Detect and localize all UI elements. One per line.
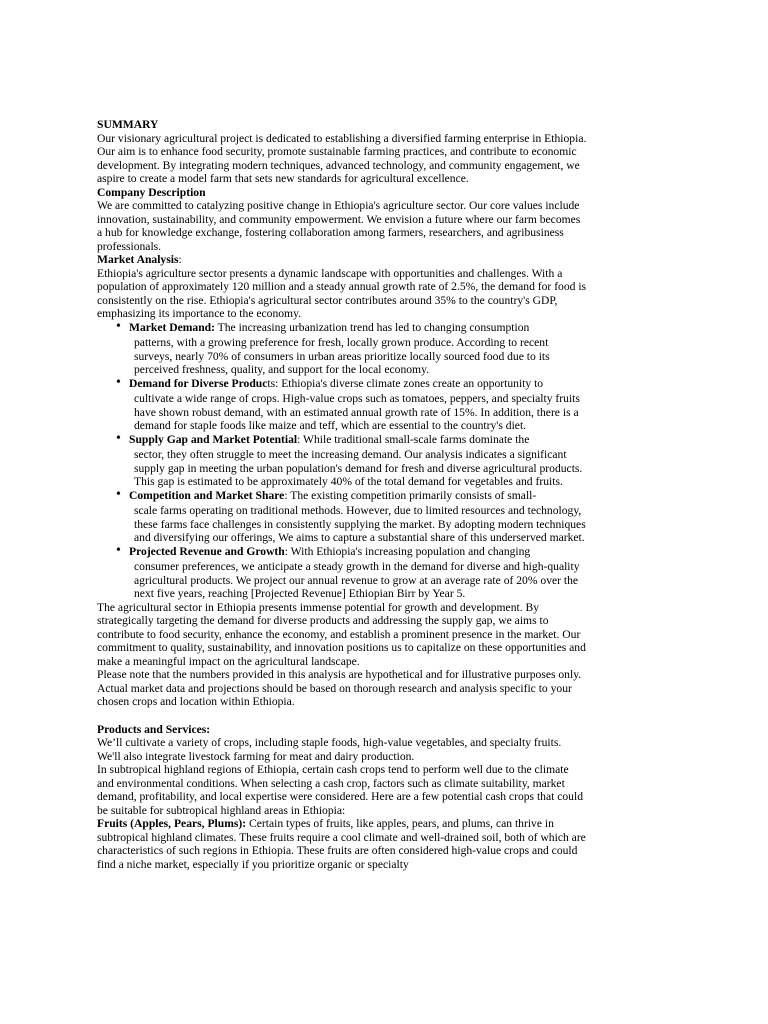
bullet-title: Market Demand: (129, 320, 215, 334)
bullet-first-line (129, 433, 587, 447)
bullet-title: Competition and Market Share (129, 488, 285, 502)
bullet-title: Supply Gap and Market Potential (129, 432, 298, 446)
bullet-body: patterns, with a growing preference for fresh, locally grown produce. According to recent surveys, nearly 70% of consumers in urban areas prioritize locally sourced food due to its perceived freshness, quality, and support for the local economy. (134, 336, 550, 376)
bullet-body: consumer preferences, we anticipate a steady growth in the demand for diverse and high-quality agricultural products. We project our annual revenue to grow at an average rate of 20% over the next five years, reaching [Projected Revenue] Ethiopian Birr by Year 5. (134, 560, 580, 600)
market-heading-line (97, 253, 587, 267)
bullet-lead: ts: Ethiopia's diverse climate zones create an opportunity to (267, 376, 544, 390)
bullet-body: scale farms operating on traditional methods. However, due to limited resources and technology, these farms face challenges in consistently supplying the market. By adopting modern techniques and diversifying our offerings, We aims to capture a substantial share of this underserved market. (134, 504, 586, 544)
list-item (97, 374, 587, 433)
bullet-lead: : The existing competition primarily consists of small- (284, 488, 537, 502)
bullet-icon: • (116, 374, 121, 390)
bullet-lead: : While traditional small-scale farms dominate the (297, 432, 530, 446)
fruits-text: Certain types of fruits, like apples, pears, and plums, can thrive in subtropical highland climates. These fruits require a cool climate and well-drained soil, both of which are characteristics of such regions in Ethiopia. These fruits are often considered high-value crops and could find a niche market, especially if you prioritize organic or specialty (97, 817, 586, 871)
company-text: We are committed to catalyzing positive change in Ethiopia's agriculture sector. Our core values include innovation, sustainability, and community empowerment. We envision a future where our farm becomes a hub for knowledge exchange, fostering collaboration among farmers, researchers, and agribusiness professionals. (97, 199, 581, 253)
document-body (97, 118, 587, 871)
summary-text: Our visionary agricultural project is dedicated to establishing a diversified farming enterprise in Ethiopia. Our aim is to enhance food security, promote sustainable farming practices, and contribute to economic development. By integrating modern techniques, advanced technology, and community engagement, we aspire to create a model farm that sets new standards for agricultural excellence. (97, 131, 587, 185)
bullet-lead: The increasing urbanization trend has led to changing consumption (214, 320, 530, 334)
market-heading: Market Analysis (97, 253, 179, 266)
market-conclusion: The agricultural sector in Ethiopia presents immense potential for growth and development. By strategically targeting the demand for diverse products and addressing the supply gap, we aims to contribute to food security, enhance the economy, and establish a prominent presence in the market. Our commitment to quality, sustainability, and innovation positions us to capitalize on these opportunities and make a meaningful impact on the agricultural landscape. (97, 600, 586, 668)
bullet-body: cultivate a wide range of crops. High-value crops such as tomatoes, peppers, and specialty fruits have shown robust demand, with an estimated annual growth rate of 15%. In addition, there is a demand for staple foods like maize and teff, which are essential to the country's diet. (134, 392, 580, 432)
market-intro: Ethiopia's agriculture sector presents a dynamic landscape with opportunities and challenges. With a population of approximately 120 million and a steady annual growth rate of 2.5%, the demand for food is consistently on the rise. Ethiopia's agricultural sector contributes around 35% to the country's GDP, emphasizing its importance to the economy. (97, 266, 587, 320)
bullet-first-line (129, 545, 587, 559)
bullet-icon: • (116, 486, 121, 502)
bullet-icon: • (116, 318, 121, 334)
bullet-lead: : With Ethiopia's increasing population and changing (284, 544, 531, 558)
bullet-icon: • (116, 430, 121, 446)
market-bullet-list (97, 318, 587, 601)
list-item (97, 430, 587, 489)
products-heading: Products and Services: (97, 722, 211, 736)
market-note: Please note that the numbers provided in this analysis are hypothetical and for illustrative purposes only. Actual market data and projections should be based on thorough research and analysis specific to your chosen crops and location within Ethiopia. (97, 668, 582, 708)
products-text-2: In subtropical highland regions of Ethiopia, certain cash crops tend to perform well due to the climate and environmental conditions. When selecting a cash crop, factors such as climate suitability, market demand, profitability, and local expertise were considered. Here are a few potential cash crops that could be suitable for subtropical highland areas in Ethiopia: (97, 763, 583, 817)
list-item (97, 486, 587, 545)
list-item (97, 542, 587, 601)
products-text-1: We’ll cultivate a variety of crops, including staple foods, high-value vegetables, and specialty fruits. We'll also integrate livestock farming for meat and dairy production. (97, 736, 562, 763)
bullet-icon: • (116, 542, 121, 558)
fruits-title: Fruits (Apples, Pears, Plums): (97, 817, 247, 830)
section-spacer (97, 709, 587, 723)
bullet-title: Demand for Diverse Produc (129, 376, 268, 390)
bullet-first-line (129, 377, 587, 391)
bullet-first-line (129, 489, 587, 503)
fruits-paragraph (97, 817, 587, 871)
summary-heading: SUMMARY (97, 118, 159, 131)
bullet-title: Projected Revenue and Growth (129, 544, 285, 558)
bullet-first-line (129, 321, 587, 335)
list-item (97, 318, 587, 377)
bullet-body: sector, they often struggle to meet the increasing demand. Our analysis indicates a significant supply gap in meeting the urban population's demand for fresh and diverse agricultural products. This gap is estimated to be approximately 40% of the total demand for vegetables and fruits. (134, 448, 583, 488)
company-heading: Company Description (97, 185, 206, 199)
market-heading-suffix: : (178, 253, 182, 266)
